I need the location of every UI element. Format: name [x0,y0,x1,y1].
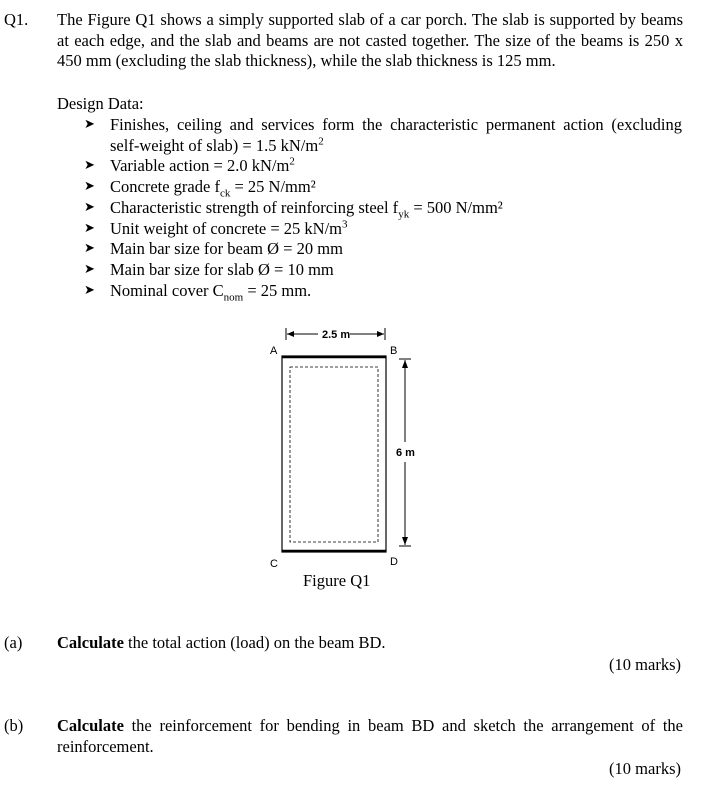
list-item-text: Concrete grade f [110,177,220,197]
corner-label-a: A [270,345,278,357]
part-a-label: (a) [4,633,23,652]
length-arrow-bottom-icon [402,537,408,545]
width-arrow-left-icon [287,331,294,337]
part-b-keyword: Calculate [57,716,124,735]
part-b-text [57,716,683,757]
part-a-text [57,633,386,654]
list-item-text: Finishes, ceiling and services form the characteristic permanent action (excluding self-weight of slab) = 1.5 kN/m [110,115,682,155]
dimension-width-label: 2.5 m [322,329,351,341]
dimension-length-label: 6 m [396,447,415,459]
list-item-text: Main bar size for beam Ø = 20 mm [110,239,343,259]
corner-label-c: C [270,558,278,570]
part-b-body: the reinforcement for bending in beam BD and sketch the arrangement of the reinforcement. [57,716,683,756]
list-item-text: Variable action = 2.0 kN/m [110,156,290,176]
corner-label-b: B [390,345,398,357]
subscript: nom [223,290,244,303]
list-item-text: Main bar size for slab Ø = 10 mm [110,259,334,279]
part-b-label: (b) [4,716,24,735]
superscript: 2 [289,155,295,168]
corner-label-d: D [390,556,398,568]
arrow-bullet-icon: ➤ [84,199,95,215]
list-item-text-tail: = 500 N/mm² [409,197,503,217]
list-item-text-tail: = 25 N/mm² [230,177,316,197]
subscript: yk [398,208,410,221]
width-arrow-right-icon [377,331,384,337]
superscript: 3 [342,218,348,231]
list-item-text: Characteristic strength of reinforcing steel f [110,197,399,217]
slab-outline [282,356,386,552]
arrow-bullet-icon: ➤ [84,158,95,174]
list-item-text: Nominal cover C [110,280,224,300]
arrow-bullet-icon: ➤ [84,241,95,257]
part-a-keyword: Calculate [57,633,124,652]
question-intro-text: The Figure Q1 shows a simply supported slab of a car porch. The slab is supported by beams at each edge, and the slab and beams are not casted together. The size of the beams is 250 x 450 mm (excluding the slab thickness), while the slab thickness is 125 mm. [57,10,683,71]
list-item-text-tail: = 25 mm. [243,280,312,300]
superscript: 2 [318,135,324,148]
list-item-text: Unit weight of concrete = 25 kN/m [110,218,342,238]
subscript: ck [219,187,231,200]
arrow-bullet-icon: ➤ [84,179,95,195]
length-arrow-top-icon [402,360,408,368]
figure-caption: Figure Q1 [303,571,371,590]
arrow-bullet-icon: ➤ [84,282,95,298]
part-b-marks: (10 marks) [609,759,681,778]
part-a-marks: (10 marks) [609,655,681,674]
slab-inner-dashed [290,367,378,542]
design-data-title: Design Data: [57,94,144,113]
part-a-body: the total action (load) on the beam BD. [123,633,386,652]
arrow-bullet-icon: ➤ [84,220,95,236]
question-number: Q1. [4,10,29,29]
arrow-bullet-icon: ➤ [84,261,95,277]
arrow-bullet-icon: ➤ [84,117,95,132]
